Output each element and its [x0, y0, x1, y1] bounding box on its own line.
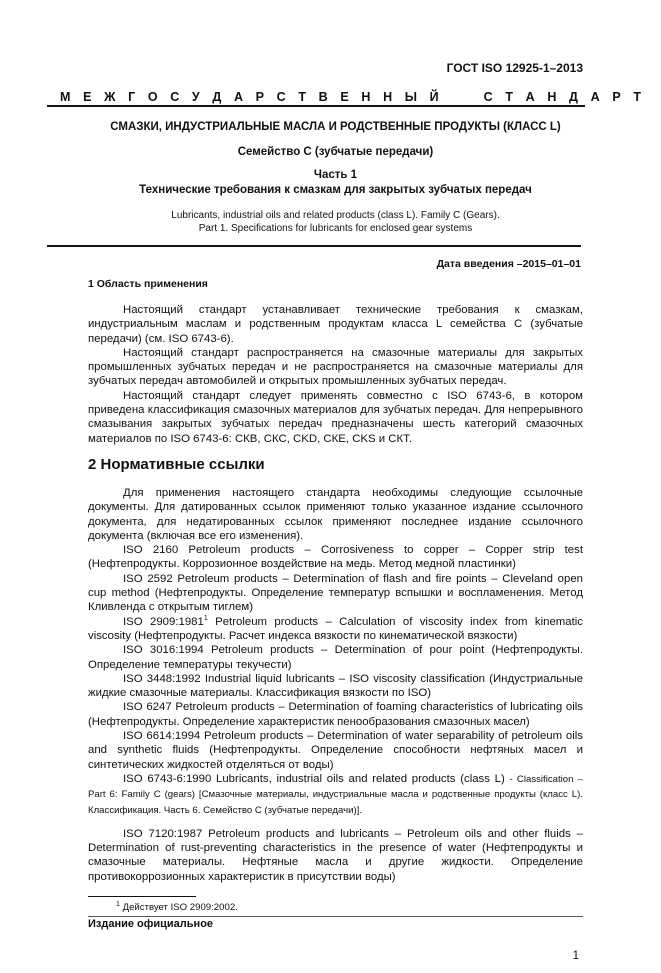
part-title: Технические требования к смазкам для закрытых зубчатых передач — [139, 184, 532, 196]
paragraph: Настоящий стандарт устанавливает технические требования к смазкам, индустриальным маслам и родственным продуктам класса L семейства С (зубчатые передачи) (см. ISO 6743-6). — [88, 304, 583, 345]
section2-body — [88, 486, 583, 884]
reference-item: ISO 6614:1994 Petroleum products – Determination of water separability of petroleum oils and synthetic fluids (Нефтепродукты. Определение способности нефтяных масел и синтетических жидкостей отделяться от воды) — [88, 730, 583, 771]
section1-body — [88, 303, 583, 446]
reference-item: ISO 7120:1987 Petroleum products and lubricants – Petroleum oils and other fluids – Determination of rust-preventing characteristics in the presence of water (Нефтепродукты и смазочные материалы. Нефтяные масла и другие жидкости. Определение противокоррозионных характеристик в присутствии воды) — [88, 827, 583, 883]
reference-item: ISO 6247 Petroleum products – Determination of foaming characteristics of lubricating oils (Нефтепродукты. Определение характеристик пенообразования смазочных масел) — [88, 701, 583, 728]
reference-code: ISO 2909:1981 — [123, 615, 204, 628]
standard-banner: М Е Ж Г О С У Д А Р С Т В Е Н Н Ы Й С Т А Н Д А Р Т — [60, 90, 646, 104]
reference-item: ISO 3016:1994 Petroleum products – Determination of pour point (Нефтепродукты. Определение температуры текучести) — [88, 644, 583, 671]
reference-item — [88, 772, 583, 818]
english-title-line2: Part 1. Specifications for lubricants for enclosed gear systems — [198, 223, 473, 234]
english-title-line1: Lubricants, industrial oils and related products (class L). Family C (Gears). — [171, 210, 500, 221]
paragraph: Настоящий стандарт распространяется на смазочные материалы для закрытых промышленных зубчатых передач и не распространяется на смазочные материалы для зубчатых передач автомобилей и открытых промышленных зубчатых передач. — [88, 346, 583, 388]
footnote-mark[interactable]: 1 — [203, 614, 208, 622]
document-code: ГОСТ ISO 12925-1–2013 — [446, 61, 583, 75]
section2-heading: 2 Нормативные ссылки — [88, 455, 265, 473]
reference-item — [88, 615, 583, 644]
paragraph: Для применения настоящего стандарта необходимы следующие ссылочные документы. Для датированных ссылок применяют только указанное издание ссылочного документа, для недатированных ссылок применяют последнее издание ссылочного документа (включая все его изменения). — [88, 486, 583, 542]
intro-date: Дата введения –2015–01–01 — [436, 258, 581, 270]
divider — [47, 105, 585, 107]
part-number: Часть 1 — [313, 169, 358, 181]
footnote-divider — [88, 896, 196, 897]
reference-item: ISO 2160 Petroleum products – Corrosiveness to copper – Copper strip test (Нефтепродукты. Коррозионное воздействие на медь. Метод медной пластинки) — [88, 544, 583, 571]
divider — [47, 245, 581, 247]
page-number: 1 — [572, 949, 579, 962]
section1-heading: 1 Область применения — [88, 278, 208, 290]
family-title: Семейство С (зубчатые передачи) — [237, 146, 434, 158]
footnote-mark: 1 — [116, 900, 120, 908]
reference-item: ISO 2592 Petroleum products – Determination of flash and fire points – Cleveland open cup method (Нефтепродукты. Определение температур вспышки и воспламенения. Метод Кливленда с открытым тиглем) — [88, 572, 583, 614]
reference-item: ISO 3448:1992 Industrial liquid lubricants – ISO viscosity classification (Индустриальные жидкие смазочные материалы. Классификация вязкости по ISO) — [88, 672, 583, 700]
footnote — [88, 901, 583, 914]
footnote-text: Действует ISO 2909:2002. — [122, 901, 238, 913]
edition-label: Издание официальное — [88, 917, 214, 930]
reference-text: Petroleum products – Calculation of viscosity index from kinematic viscosity (Нефтепродукты. Расчет индекса вязкости по кинематической вязкости) — [88, 615, 583, 642]
document-title: СМАЗКИ, ИНДУСТРИАЛЬНЫЕ МАСЛА И РОДСТВЕННЫЕ ПРОДУКТЫ (КЛАСС L) — [110, 121, 561, 133]
reference-text: - Classification – Part 6: Family C (gears) [Смазочные материалы, индустриальные масла и родственные продукты (класс L). Классификация. Часть 6. Семейство С (зубчатые передачи)]. — [88, 773, 583, 816]
page-content — [88, 258, 583, 973]
paragraph: Настоящий стандарт следует применять совместно с ISO 6743-6, в котором приведена классификация смазочных материалов для зубчатых передач. Для непрерывного смазывания закрытых зубчатых передач предназначены шесть категорий смазочных материалов по ISO 6743-6: СКВ, СКС, CKD, СКЕ, CKS и СКТ. — [88, 389, 583, 445]
reference-text: ISO 6743-6:1990 Lubricants, industrial oils and related products (class L) — [123, 772, 505, 785]
